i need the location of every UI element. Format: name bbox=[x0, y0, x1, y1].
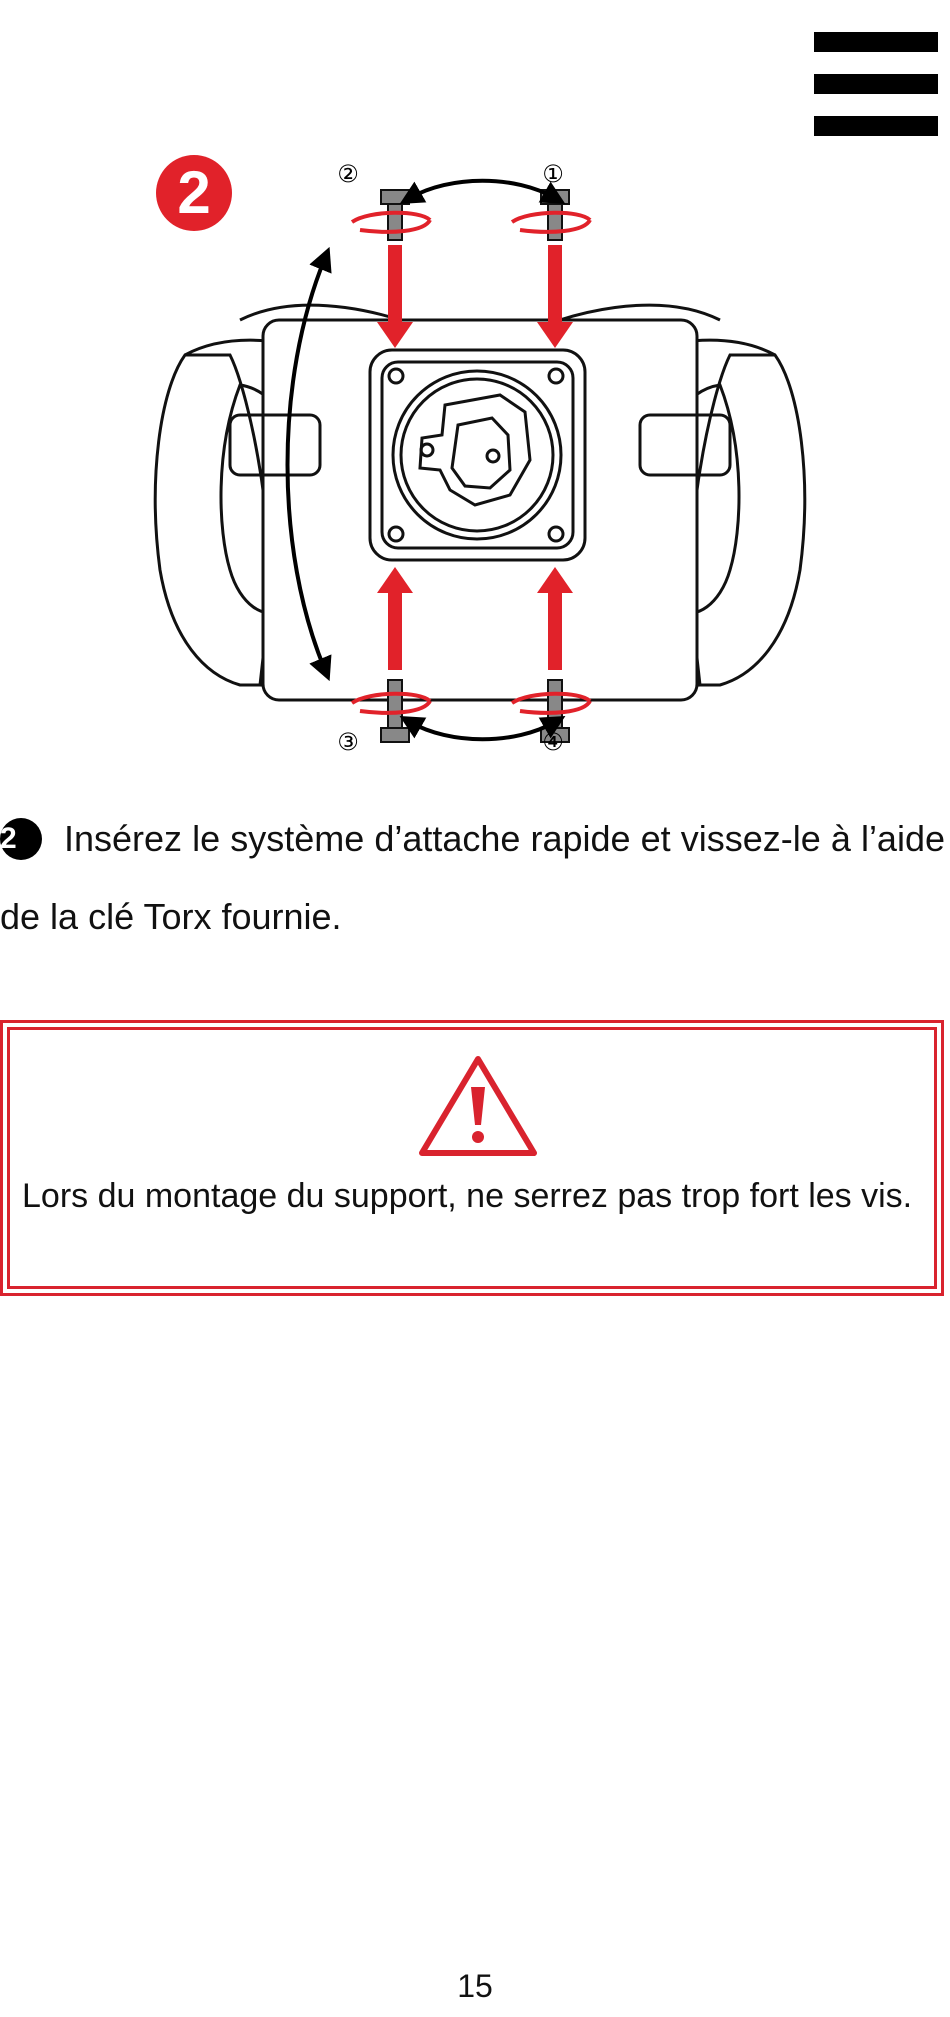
step-number-icon: 2 bbox=[0, 818, 42, 860]
instruction-paragraph bbox=[0, 800, 945, 956]
screw-label-1: ① bbox=[542, 160, 564, 188]
step-badge: 2 bbox=[156, 155, 232, 231]
screw-label-4: ④ bbox=[542, 728, 564, 756]
quick-release-icon bbox=[370, 350, 585, 560]
page-number: 15 bbox=[457, 1968, 493, 2004]
warning-text: Lors du montage du support, ne serrez pas trop fort les vis. bbox=[22, 1177, 913, 1215]
screw-label-3: ③ bbox=[337, 728, 359, 756]
warning-triangle-icon bbox=[416, 1053, 540, 1159]
screw-label-2: ② bbox=[337, 160, 359, 188]
warning-box bbox=[0, 1020, 944, 1296]
hamburger-menu-icon[interactable] bbox=[814, 32, 938, 136]
steering-wheel-diagram bbox=[90, 150, 870, 790]
instruction-text: Insérez le système d’attache rapide et vissez-le à l’aide de la clé Torx fournie. bbox=[0, 818, 945, 937]
